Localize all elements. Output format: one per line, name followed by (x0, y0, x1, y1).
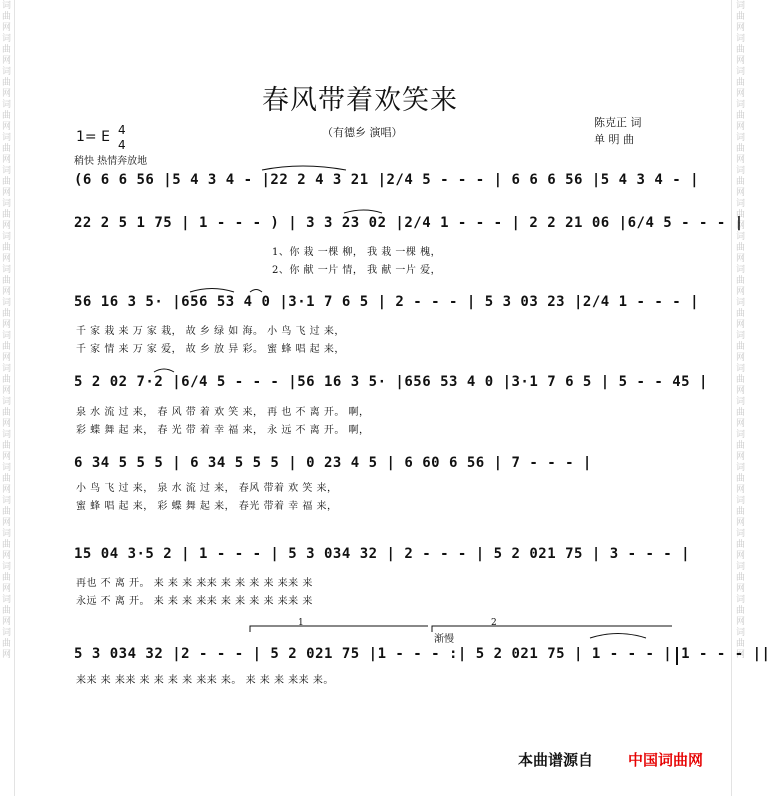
volta-1-number: 1 (298, 618, 304, 628)
tie-arc-2 (344, 210, 382, 213)
lyric-line-6-verse-1: 再也 不 离 开。 来 来 来 来来 来 来 来 来 来来 来 (76, 578, 313, 589)
volta-2-number: 2 (491, 618, 497, 628)
lyric-line-5-verse-1: 小 鸟 飞 过 来， 泉 水 流 过 来， 春风 带着 欢 笑 来， (76, 483, 338, 494)
notation-line-2: 22 2 5 1 75 | 1 - - - ) | 3 3 23 02 |2/4 1 - - - | 2 2 21 06 |6/4 5 - - - | (74, 215, 744, 231)
source-site-link[interactable]: 中国词曲网 (628, 751, 704, 769)
notation-line-4: 5 2 02 7·2 |6/4 5 - - - |56 16 3 5· |656 53 4 0 |3·1 7 6 5 | 5 - - 45 | (74, 374, 708, 390)
tie-arc-3 (190, 289, 234, 293)
tie-arc-6 (590, 634, 646, 639)
ritardando-marking: 渐慢 (434, 634, 454, 645)
notation-line-7: 5 3 034 32 |2 - - - | 5 2 021 75 |1 - - - :| 5 2 021 75 | 1 - - - | 1 - - - || (74, 646, 770, 662)
lyric-line-4-verse-2: 彩 蝶 舞 起 来， 春 光 带 着 幸 福 来， 永 远 不 离 开。 啊， (76, 425, 370, 436)
right-watermark: 词曲网词曲网词曲网词曲网词曲网词曲网词曲网词曲网词曲网词曲网词曲网词曲网词曲网词曲网词曲网词曲网词曲网词曲网词曲网词曲网 (734, 0, 744, 660)
left-watermark: 词曲网词曲网词曲网词曲网词曲网词曲网词曲网词曲网词曲网词曲网词曲网词曲网词曲网词曲网词曲网词曲网词曲网词曲网词曲网词曲网 (0, 0, 10, 660)
singer-credit: （有德乡 演唱） (322, 126, 403, 139)
time-signature-bottom: 4 (118, 138, 126, 152)
tie-arc-1 (262, 166, 346, 170)
lyric-line-5-verse-2: 蜜 蜂 唱 起 来， 彩 蝶 舞 起 来， 春光 带着 幸 福 来， (76, 501, 338, 512)
time-signature-top: 4 (118, 123, 126, 137)
key-signature: 1= E (76, 129, 110, 145)
lyric-line-2-verse-1: 1、你 栽 一棵 柳， 我 栽 一棵 槐， (272, 247, 442, 258)
lyric-line-3-verse-2: 千 家 情 来 万 家 爱， 故 乡 放 异 彩。 蜜 蜂 唱 起 来， (76, 344, 345, 355)
lyricist-credit: 陈克正 词 (594, 116, 642, 129)
song-title: 春风带着欢笑来 (262, 85, 458, 116)
lyric-line-4-verse-1: 泉 水 流 过 来， 春 风 带 着 欢 笑 来， 再 也 不 离 开。 啊， (76, 407, 370, 418)
volta-1-bracket (250, 626, 428, 632)
notation-line-5: 6 34 5 5 5 | 6 34 5 5 5 | 0 23 4 5 | 6 60 6 56 | 7 - - - | (74, 455, 592, 471)
notation-line-1: (6 6 6 56 |5 4 3 4 - |22 2 4 3 21 |2/4 5 - - - | 6 6 6 56 |5 4 3 4 - | (74, 172, 700, 188)
source-label: 本曲谱源自 (518, 751, 594, 769)
notation-line-3: 56 16 3 5· |656 53 4 0 |3·1 7 6 5 | 2 - - - | 5 3 03 23 |2/4 1 - - - | (74, 294, 700, 310)
composer-credit: 单 明 曲 (594, 133, 634, 146)
lyric-line-2-verse-2: 2、你 献 一片 情， 我 献 一片 爱， (272, 265, 442, 276)
lyric-line-6-verse-2: 永远 不 离 开。 来 来 来 来来 来 来 来 来 来来 来 (76, 596, 313, 607)
lyric-line-7: 来来 来 来来 来 来 来 来 来来 来。 来 来 来 来来 来。 (76, 675, 334, 686)
lyric-line-3-verse-1: 千 家 栽 来 万 家 栽， 故 乡 绿 如 海。 小 鸟 飞 过 来， (76, 326, 345, 337)
volta-2-bracket (432, 626, 672, 632)
tie-arc-5 (154, 369, 174, 372)
tie-arc-4 (250, 290, 262, 293)
notation-line-6: 15 04 3·5 2 | 1 - - - | 5 3 034 32 | 2 - - - | 5 2 021 75 | 3 - - - | (74, 546, 691, 562)
tempo-marking: 稍快 热情奔放地 (74, 156, 148, 167)
